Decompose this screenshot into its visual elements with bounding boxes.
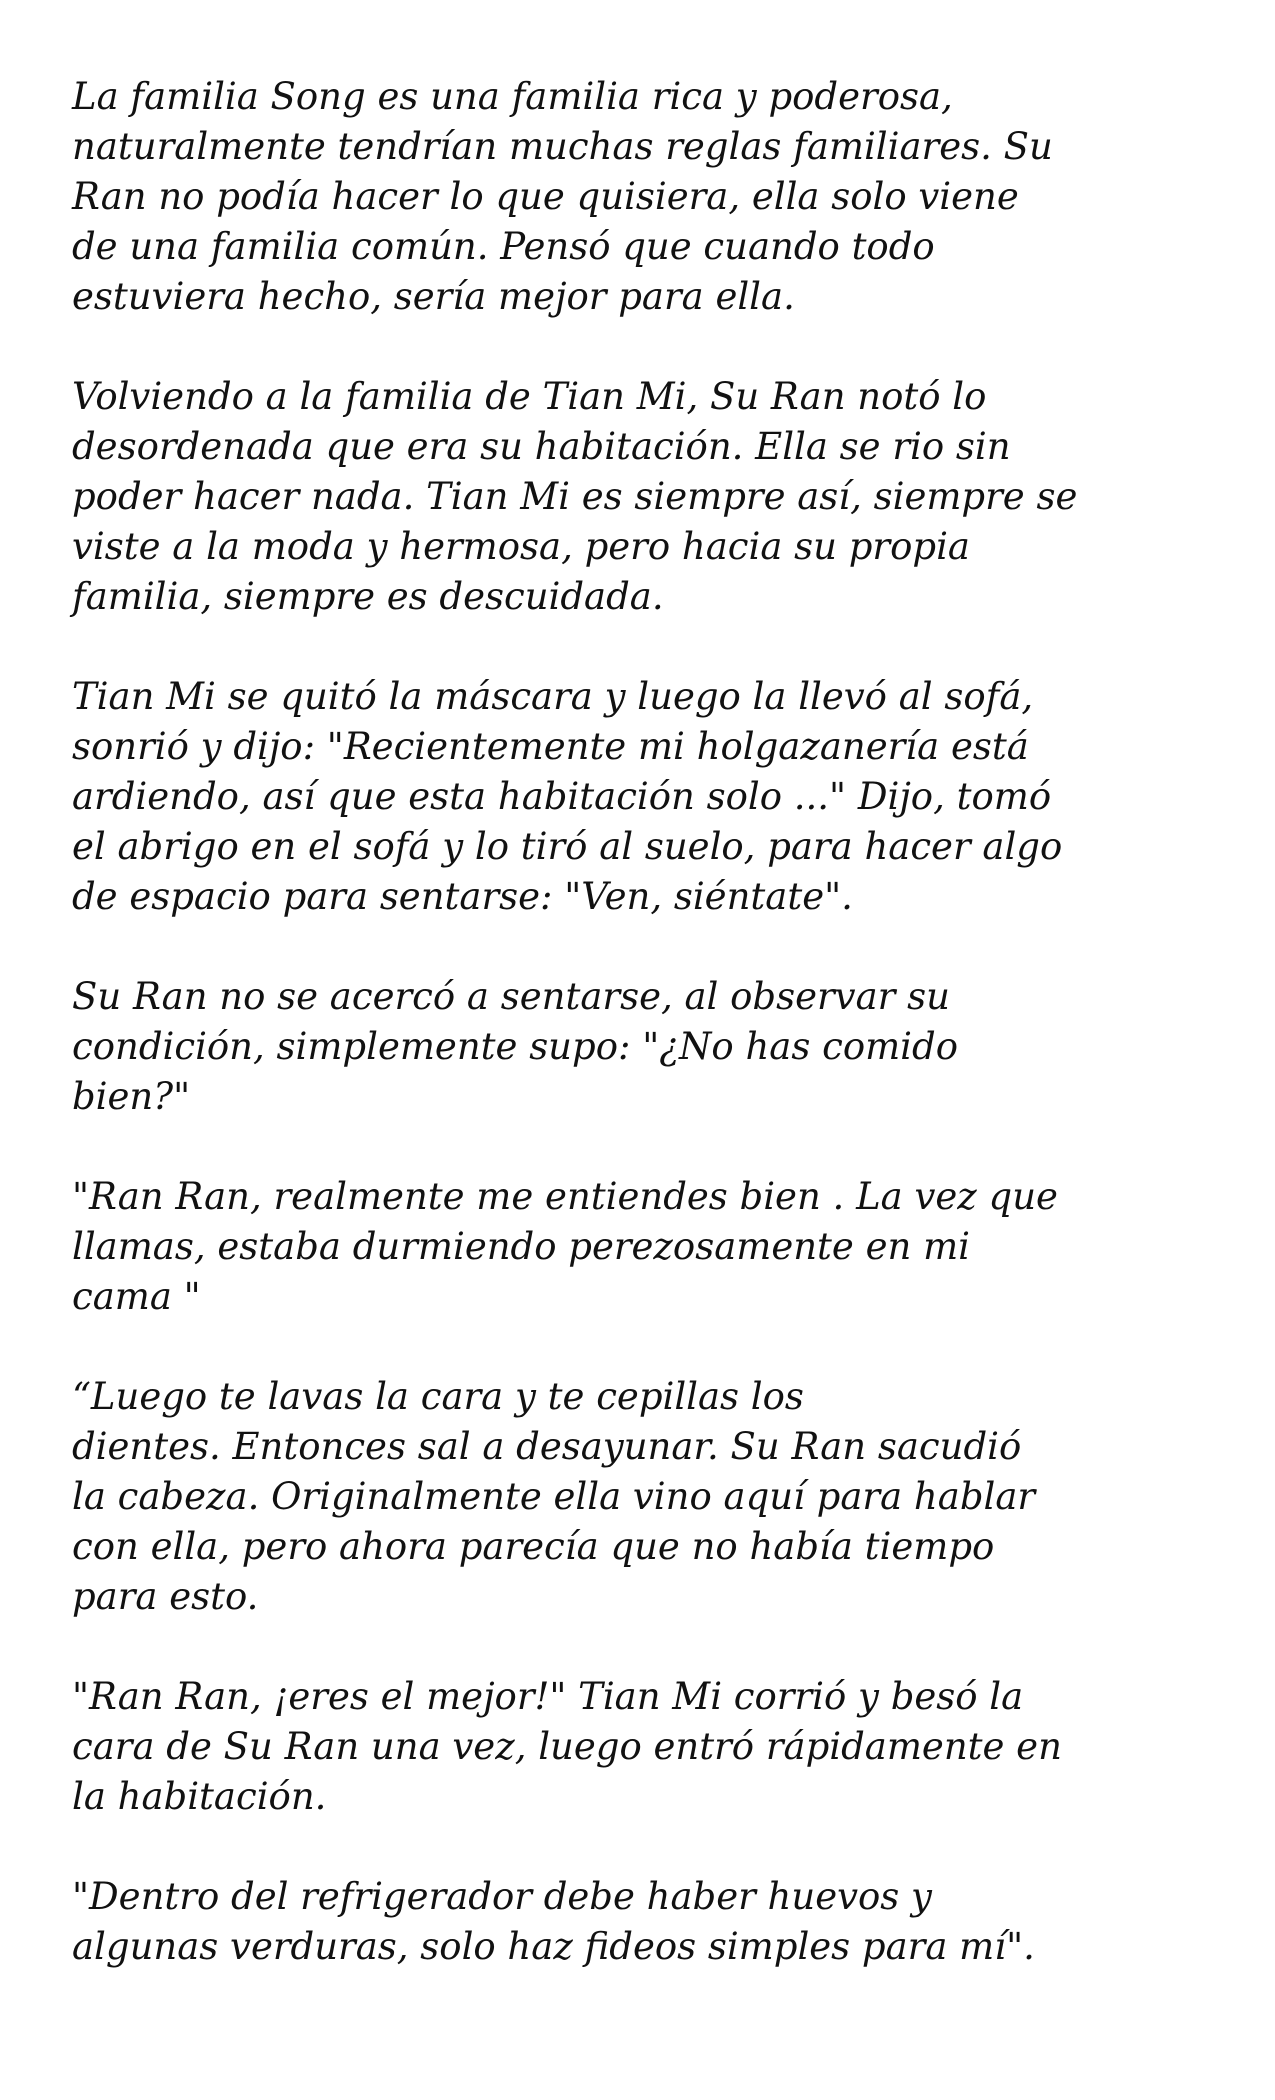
text-line: dientes. Entonces sal a desayunar. Su Ran sacudió [72, 1425, 1022, 1468]
text-line: cama " [72, 1275, 201, 1318]
text-line: desordenada que era su habitación. Ella se rio sin [72, 425, 1011, 468]
paragraph-5 [72, 1172, 1212, 1322]
paragraph-8 [72, 1872, 1212, 1972]
text-line: naturalmente tendrían muchas reglas familiares. Su [72, 125, 1053, 168]
text-line: poder hacer nada. Tian Mi es siempre así, siempre se [72, 475, 1078, 518]
paragraph-1 [72, 72, 1212, 322]
text-line: condición, simplemente supo: "¿No has comido [72, 1025, 958, 1068]
text-line: "Dentro del refrigerador debe haber huevos y [72, 1875, 932, 1918]
text-line: "Ran Ran, realmente me entiendes bien . La vez que [72, 1175, 1058, 1218]
paragraph-4 [72, 972, 1212, 1122]
text-line: Tian Mi se quitó la máscara y luego la llevó al sofá, [72, 675, 1034, 718]
text-line: la cabeza. Originalmente ella vino aquí para hablar [72, 1475, 1036, 1518]
text-line: ardiendo, así que esta habitación solo ..." Dijo, tomó [72, 775, 1052, 818]
paragraph-2 [72, 372, 1212, 622]
paragraph-3 [72, 672, 1212, 922]
text-line: Su Ran no se acercó a sentarse, al observar su [72, 975, 950, 1018]
text-line: Volviendo a la familia de Tian Mi, Su Ran notó lo [72, 375, 987, 418]
paragraph-7 [72, 1672, 1212, 1822]
text-line: cara de Su Ran una vez, luego entró rápidamente en [72, 1725, 1062, 1768]
text-line: familia, siempre es descuidada. [72, 575, 664, 618]
text-line: "Ran Ran, ¡eres el mejor!" Tian Mi corrió y besó la [72, 1675, 1024, 1718]
paragraph-6 [72, 1372, 1212, 1622]
text-line: para esto. [72, 1575, 259, 1618]
text-line: sonrió y dijo: "Recientemente mi holgazanería está [72, 725, 1029, 768]
text-line: el abrigo en el sofá y lo tiró al suelo, para hacer algo [72, 825, 1063, 868]
document-page [72, 72, 1212, 1972]
text-line: con ella, pero ahora parecía que no había tiempo [72, 1525, 995, 1568]
text-line: viste a la moda y hermosa, pero hacia su propia [72, 525, 970, 568]
text-line: La familia Song es una familia rica y poderosa, [72, 75, 953, 118]
text-line: “Luego te lavas la cara y te cepillas los [72, 1375, 804, 1418]
text-line: de espacio para sentarse: "Ven, siéntate". [72, 875, 853, 918]
text-line: bien?" [72, 1075, 191, 1118]
text-line: la habitación. [72, 1775, 327, 1818]
text-line: algunas verduras, solo haz fideos simples para mí". [72, 1925, 1035, 1968]
text-line: de una familia común. Pensó que cuando todo [72, 225, 935, 268]
text-line: Ran no podía hacer lo que quisiera, ella solo viene [72, 175, 1019, 218]
text-line: estuviera hecho, sería mejor para ella. [72, 275, 795, 318]
text-line: llamas, estaba durmiendo perezosamente en mi [72, 1225, 970, 1268]
